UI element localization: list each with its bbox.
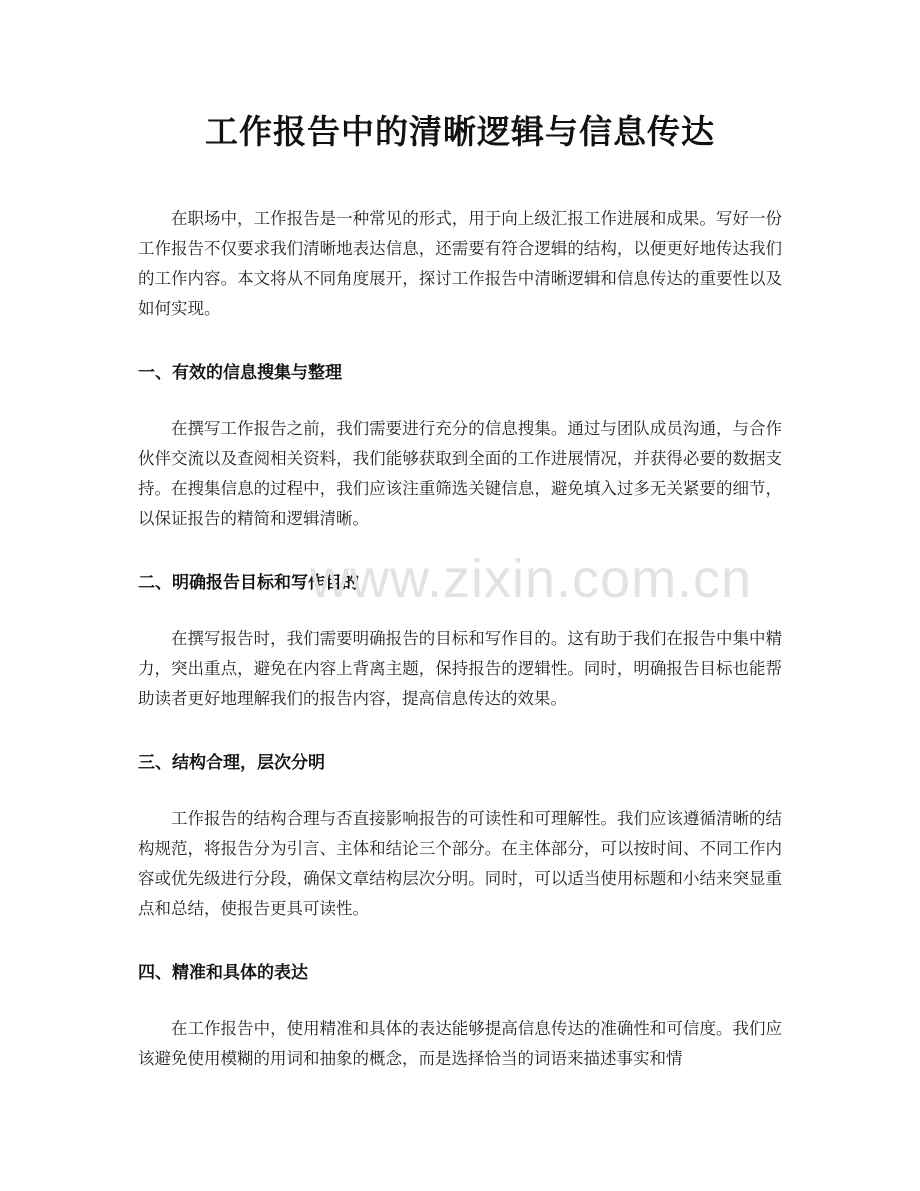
intro-paragraph: 在职场中，工作报告是一种常见的形式，用于向上级汇报工作进展和成果。写好一份工作报告不仅要求我们清晰地表达信息，还需要有符合逻辑的结构，以便更好地传达我们的工作内容。本文将从不同角度展开，探讨工作报告中清晰逻辑和信息传达的重要性以及如何实现。 <box>138 209 782 318</box>
section-body-3: 工作报告的结构合理与否直接影响报告的可读性和可理解性。我们应该遵循清晰的结构规范，将报告分为引言、主体和结论三个部分。在主体部分，可以按时间、不同工作内容或优先级进行分段，确保文章结构层次分明。同时，可以适当使用标题和小结来突显重点和总结，使报告更具可读性。 <box>138 809 782 918</box>
section-heading-3: 三、结构合理，层次分明 <box>138 753 325 773</box>
section-body-4: 在工作报告中，使用精准和具体的表达能够提高信息传达的准确性和可信度。我们应该避免使用模糊的用词和抽象的概念，而是选择恰当的词语来描述事实和情 <box>138 1019 782 1068</box>
document-title: 工作报告中的清晰逻辑与信息传达 <box>205 112 715 151</box>
section-heading-4: 四、精准和具体的表达 <box>138 963 308 983</box>
section-heading-1: 一、有效的信息搜集与整理 <box>138 363 342 383</box>
section-heading-2: 二、明确报告目标和写作目的 <box>138 573 359 593</box>
section-body-1: 在撰写工作报告之前，我们需要进行充分的信息搜集。通过与团队成员沟通，与合作伙伴交流以及查阅相关资料，我们能够获取到全面的工作进展情况，并获得必要的数据支持。在搜集信息的过程中，我们应该注重筛选关键信息，避免填入过多无关紧要的细节，以保证报告的精简和逻辑清晰。 <box>138 419 782 528</box>
section-body-2: 在撰写报告时，我们需要明确报告的目标和写作目的。这有助于我们在报告中集中精力，突出重点，避免在内容上背离主题，保持报告的逻辑性。同时，明确报告目标也能帮助读者更好地理解我们的报告内容，提高信息传达的效果。 <box>138 629 782 708</box>
watermark: www.zixin.com.cn <box>310 549 753 609</box>
